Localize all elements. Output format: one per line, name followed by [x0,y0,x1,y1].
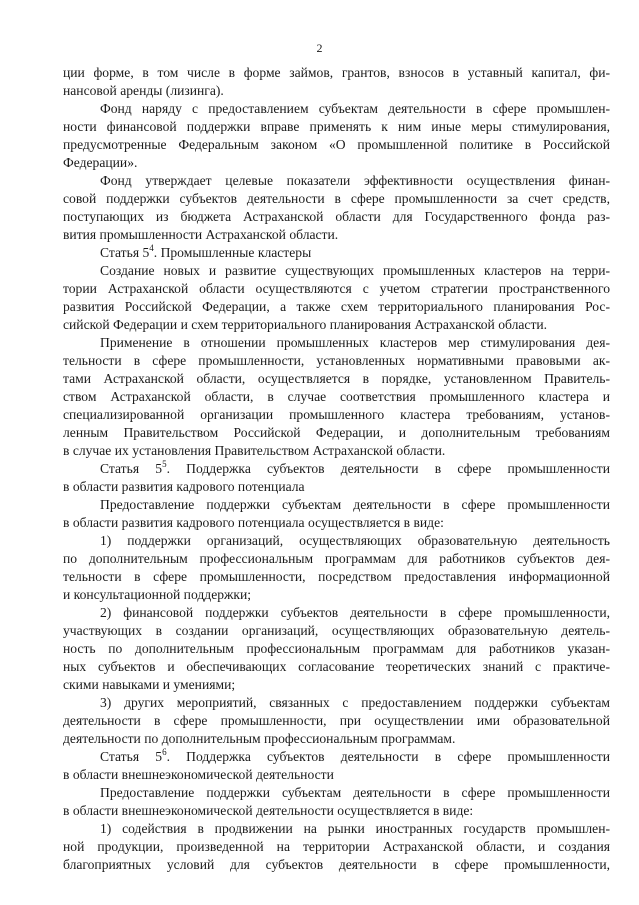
text-line: деятельности по дополнительным профессиональным программам. [63,731,456,746]
text-line: Создание новых и развитие существующих промышленных кластеров на терри- [100,263,610,278]
article-heading: Статья $5^4$. Промышленные кластеры [100,243,312,260]
text-line: деятельности в сфере промышленности, при осуществлении ими образовательной [63,713,610,728]
text-line: скими навыками и умениями; [63,677,236,692]
article-heading: Статья $5^6$. Поддержка субъектов деятельности в сфере промышленности [100,747,611,764]
superscript: 5 [162,459,167,469]
text-line: участвующих в создании организаций, осуществляющих образовательную деятель- [63,623,610,638]
page-number: 2 [316,41,323,55]
superscript: 6 [162,747,167,757]
text-line: тами Астраханской области, осуществляется в порядке, установленном Правитель- [63,371,610,386]
article-heading: Статья $5^5$. Поддержка субъектов деятельности в сфере промышленности [100,459,611,476]
text-line: Федерации». [63,155,138,170]
superscript: 4 [149,243,154,253]
text-line: вития промышленности Астраханской области. [63,227,339,242]
list-item: 1) поддержки организаций, осуществляющих образовательную деятельность [100,533,610,548]
list-item: 2) финансовой поддержки субъектов деятельности в сфере промышленности, [100,605,610,620]
text-line: тельности в сфере промышленности, установленных нормативными правовыми ак- [63,353,610,368]
text-line: тельности в сфере промышленности, посредством предоставления информационной [63,569,610,584]
text-line: ных субъектов и обеспечивающих согласование теоретических знаний с практиче- [63,659,610,674]
text-line: предусмотренные Федеральным законом «О промышленной политике в Российской [63,137,610,152]
text-line: ности финансовой поддержки вправе применять к ним иные меры стимулирования, [63,119,610,134]
list-item: 3) других мероприятий, связанных с предоставлением поддержки субъектам [100,695,610,710]
text-line: в области внешнеэкономической деятельности [63,767,334,782]
text-line: ной продукции, произведенной на территории Астраханской области, и создания [63,839,610,854]
text-line: Фонд наряду с предоставлением субъектам деятельности в сфере промышлен- [100,101,610,116]
text-line: в области внешнеэкономической деятельности осуществляется в виде: [63,803,474,818]
text-line: поступающих из бюджета Астраханской области для Государственного фонда раз- [63,209,610,224]
text-line: ции форме, в том числе в форме займов, грантов, взносов в уставный капитал, фи- [63,65,610,80]
list-item: 1) содействия в продвижении на рынки иностранных государств промышлен- [100,821,610,836]
text-line: сийской Федерации и схем территориального планирования Астраханской области. [63,317,548,332]
text-line: нансовой аренды (лизинга). [63,83,224,98]
text-line: по дополнительным профессиональным программам для работников субъектов дея- [63,551,610,566]
text-line: Применение в отношении промышленных кластеров мер стимулирования дея- [100,335,610,350]
text-line: в области развития кадрового потенциала осуществляется в виде: [63,515,444,530]
text-line: тории Астраханской области осуществляются с учетом стратегии пространственного [63,281,610,296]
text-line: и консультационной поддержки; [63,587,252,602]
text-line: развития Российской Федерации, а также схем территориального планирования Рос- [63,299,610,314]
text-line: в области развития кадрового потенциала [63,479,305,494]
text-line: Фонд утверждает целевые показатели эффективности осуществления финан- [100,173,610,188]
text-line: специализированной организации промышленного кластера требованиям, установ- [63,407,610,422]
text-line: ством Астраханской области, в случае соответствия промышленного кластера и [63,389,610,404]
text-line: ность по дополнительным профессиональным программам для работников указан- [63,641,610,656]
text-line: в случае их установления Правительством Астраханской области. [63,443,446,458]
text-line: ленным Правительством Российской Федерации, и дополнительным требованиям [63,425,610,440]
text-line: совой поддержки субъектов деятельности в сфере промышленности за счет средств, [63,191,610,206]
text-line: благоприятных условий для субъектов деятельности в сфере промышленности, [63,857,610,872]
text-line: Предоставление поддержки субъектам деятельности в сфере промышленности [100,785,610,800]
text-line: Предоставление поддержки субъектам деятельности в сфере промышленности [100,497,610,512]
